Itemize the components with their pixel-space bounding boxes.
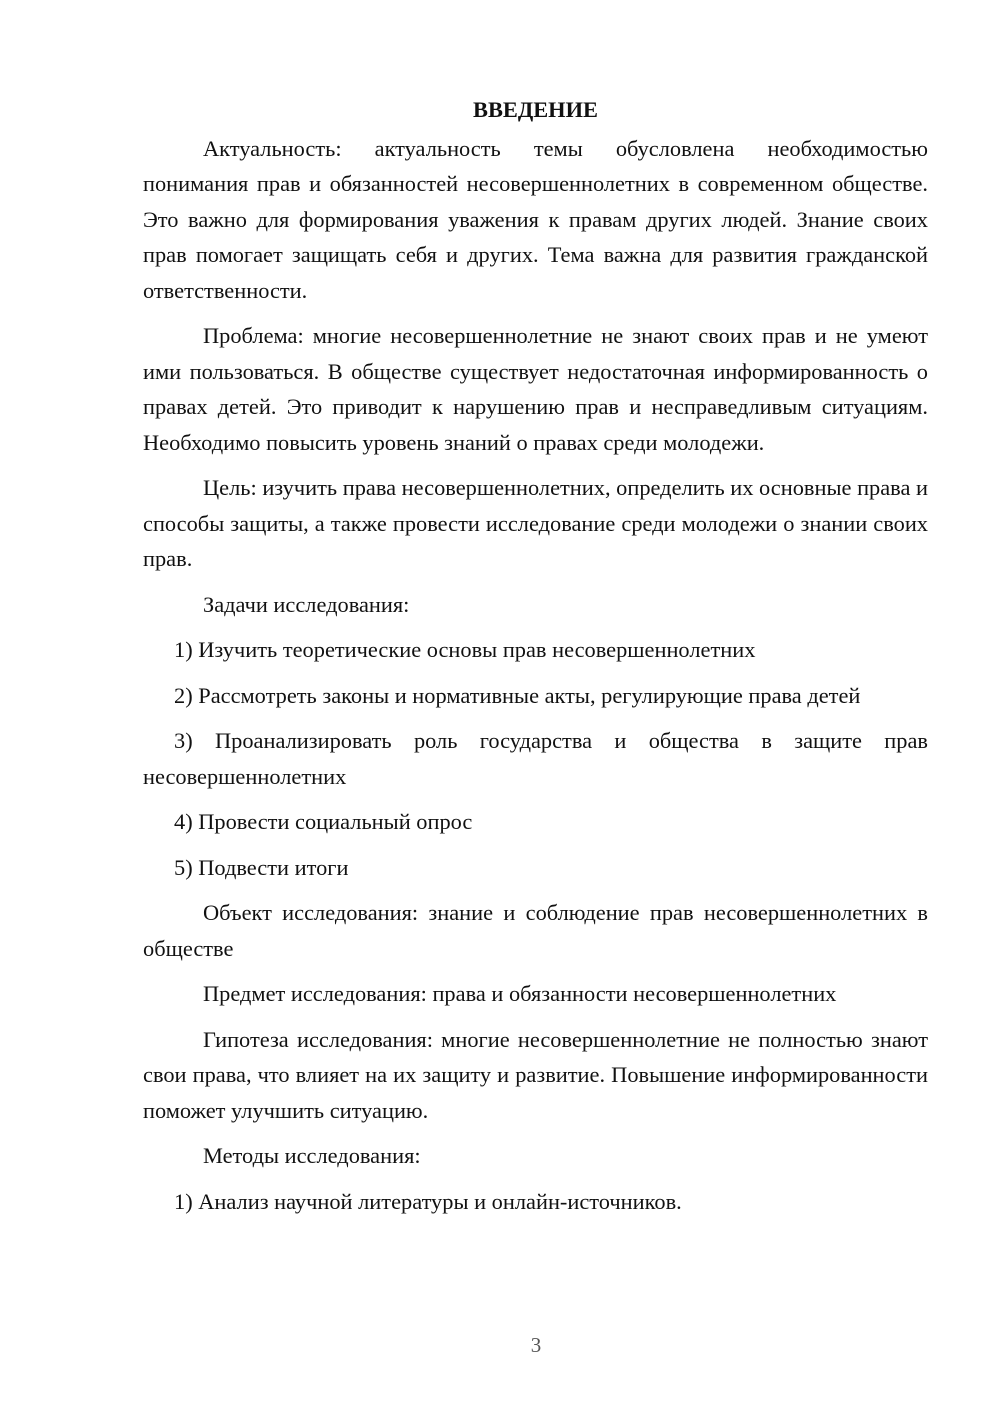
paragraph-goal: Цель: изучить права несовершеннолетних, определить их основные права и способы защиты, а также провести исследование среди молодежи о знании своих прав.: [143, 475, 928, 571]
paragraph-subject: Предмет исследования: права и обязанности несовершеннолетних: [203, 981, 837, 1006]
paragraph-object: Объект исследования: знание и соблюдение прав несовершеннолетних в обществе: [143, 900, 928, 961]
paragraph-problem: Проблема: многие несовершеннолетние не знают своих прав и не умеют ими пользоваться. В обществе существует недостаточная информированность о правах детей. Это приводит к нарушению прав и несправедливым ситуациям. Необходимо повысить уровень знаний о правах среди молодежи.: [143, 323, 928, 455]
paragraph-relevance: Актуальность: актуальность темы обусловлена необходимостью понимания прав и обязанностей несовершеннолетних в современном обществе. Это важно для формирования уважения к правам других людей. Знание своих прав помогает защищать себя и других. Тема важна для развития гражданской ответственности.: [143, 135, 928, 303]
task-item: 5) Подвести итоги: [174, 854, 349, 880]
tasks-heading: Задачи исследования:: [203, 591, 410, 617]
page-number: 3: [530, 1333, 542, 1357]
section-title: ВВЕДЕНИЕ: [473, 97, 598, 122]
paragraph-hypothesis: Гипотеза исследования: многие несовершеннолетние не полностью знают свои права, что влияет на их защиту и развитие. Повышение информированности поможет улучшить ситуацию.: [143, 1026, 928, 1123]
task-item: 1) Изучить теоретические основы прав несовершеннолетних: [174, 637, 756, 662]
method-item: 1) Анализ научной литературы и онлайн-источников.: [174, 1188, 682, 1214]
task-item: 3) Проанализировать роль государства и общества в защите прав несовершеннолетних: [143, 728, 928, 789]
task-item: 2) Рассмотреть законы и нормативные акты, регулирующие права детей: [174, 682, 861, 708]
task-item: 4) Провести социальный опрос: [174, 809, 473, 834]
methods-heading: Методы исследования:: [203, 1143, 421, 1168]
document-body: [143, 92, 928, 1229]
